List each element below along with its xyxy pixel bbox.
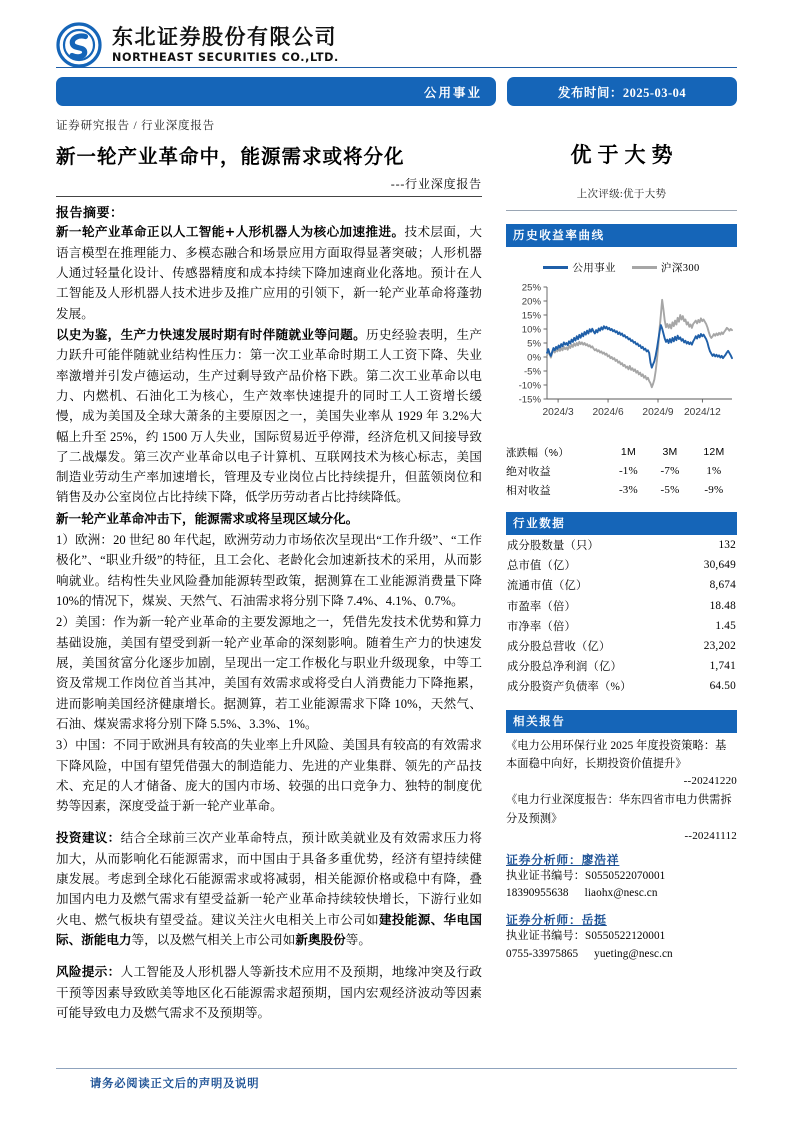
rating-value: 优于大势 (570, 142, 679, 167)
returns-row-value: -7% (660, 464, 680, 477)
analyst-contact (506, 946, 737, 963)
analyst-name[interactable]: 证券分析师：廖浩祥 (506, 852, 620, 867)
analyst-name[interactable]: 证券分析师：岳挺 (506, 913, 607, 928)
svg-text:-15%: -15% (518, 394, 541, 406)
svg-text:25%: 25% (521, 282, 541, 294)
returns-header-period: 12M (703, 446, 725, 458)
industry-badge: 公用事业 (56, 77, 496, 106)
related-report-link[interactable]: 《电力行业深度报告：华东四省市电力供需拆分及预测》 (506, 794, 732, 825)
returns-table-row (506, 480, 737, 499)
recommended-stocks-power: 建投能源、华电国际、浙能电力 (56, 911, 482, 947)
analyst-phone: 0755-33975865 (506, 947, 579, 960)
returns-row-value: -1% (618, 464, 638, 477)
returns-header-period: 3M (662, 446, 678, 458)
sidebar-column (496, 117, 737, 1023)
summary-paragraph-region-europe: 1）欧洲：20 世纪 80 年代起，欧洲劳动力市场依次呈现出“工作升级”、“工作极化”、“职业升级”的特征，且工会化、老龄化会加速新技术的采用，从而影响就业。结构性失业风险叠加能源转型政策，据测算在工业能源消费量下降 10%的情况下，煤炭、天然气、石油需求将分别下降 7.4%、4.1%、0.7%。 (56, 533, 482, 608)
table-row (506, 616, 737, 636)
content-columns (56, 117, 737, 1023)
investment-advice-mid: 等，以及燃气相关上市公司如 (131, 933, 296, 947)
summary-paragraph-region-china: 3）中国：不同于欧洲具有较高的失业率上升风险、美国具有较高的有效需求下降风险，中国有望凭借强大的制造能力、先进的产业集群、领先的产品技术、充足的人才储备、庞大的国内市场、较强的出口竞争力、独特的制度优势等因素，深度受益于新一轮产业革命。 (56, 738, 482, 814)
returns-table-row (506, 461, 737, 480)
investment-advice-text: 结合全球前三次产业革命特点，预计欧美就业及有效需求压力将加大，从而影响化石能源需求，而中国由于具备多重优势，经济有望持续健康发展。考虑到全球化石能源需求或将减弱，相关能源价格或稳中有降，叠加国内电力及燃气需求有望受益新一轮产业革命持续较快增长，下游行业如火电、燃气板块有望受益。建议关注火电相关上市公司如 (56, 831, 482, 927)
svg-text:0%: 0% (527, 352, 541, 364)
table-row (506, 656, 737, 676)
legend-item-csi300 (632, 260, 700, 275)
industry-metric-label: 成分股总净利润（亿） (507, 661, 622, 674)
svg-text:-10%: -10% (518, 380, 541, 392)
svg-text:2024/9: 2024/9 (642, 407, 674, 418)
returns-row-label: 相对收益 (506, 484, 551, 497)
related-report-date: --20241220 (683, 775, 737, 788)
related-report-date: --20241112 (684, 829, 737, 842)
related-report-link[interactable]: 《电力公用环保行业 2025 年度投资策略：基本面稳中向好，长期投资价值提升》 (506, 739, 727, 771)
table-row (506, 636, 737, 656)
analyst-contact (506, 885, 737, 902)
investment-advice-tail: 等。 (345, 933, 371, 947)
returns-table (506, 443, 737, 499)
returns-row-value: -5% (660, 483, 680, 496)
industry-metric-label: 成分股总营收（亿） (507, 641, 611, 654)
analyst-certificate: 执业证书编号：S0550522070001 (506, 869, 666, 882)
svg-text:15%: 15% (521, 310, 541, 322)
paragraph-lead: 新一轮产业革命冲击下，能源需求或将呈现区域分化。 (56, 510, 359, 526)
returns-row-label: 绝对收益 (506, 465, 551, 478)
chart-legend (506, 260, 737, 275)
previous-rating: 上次评级:优于大势 (576, 189, 667, 200)
investment-advice-label: 投资建议： (56, 830, 121, 846)
industry-metric-value: 23,202 (703, 640, 736, 653)
paragraph-lead: 新一轮产业革命正以人工智能+人形机器人为核心加速推进。 (56, 224, 405, 240)
summary-paragraph (56, 509, 482, 529)
brand-name-en: NORTHEAST SECURITIES CO.,LTD. (112, 50, 339, 64)
industry-data-title: 行业数据 (506, 512, 737, 535)
risk-label: 风险提示： (56, 964, 121, 980)
table-row (506, 535, 737, 555)
table-row (506, 555, 737, 575)
analyst-email[interactable]: liaohx@nesc.cn (584, 887, 658, 900)
svg-text:20%: 20% (521, 296, 541, 308)
legend-item-utilities (543, 260, 616, 275)
investment-advice-paragraph (56, 828, 482, 950)
industry-metric-label: 流通市值（亿） (507, 580, 588, 593)
industry-metric-value: 132 (718, 539, 736, 552)
svg-text:5%: 5% (527, 338, 541, 350)
breadcrumb: 证券研究报告 / 行业深度报告 (56, 120, 215, 132)
industry-metric-label: 成分股数量（只） (507, 540, 599, 553)
industry-metric-value: 18.48 (709, 599, 736, 612)
brand-name-cn: 东北证券股份有限公司 (112, 25, 337, 50)
legend-label: 沪深300 (660, 263, 700, 274)
page-title: 新一轮产业革命中，能源需求或将分化 (56, 145, 405, 168)
main-column (56, 117, 496, 1023)
masthead-divider (56, 67, 737, 68)
table-row (506, 596, 737, 616)
returns-table-header (506, 443, 737, 461)
industry-metric-value: 1,741 (709, 660, 736, 673)
risk-text: 人工智能及人形机器人等新技术应用不及预期，地缘冲突及行政干预等因素导致欧美等地区化石能源需求超预期，国内宏观经济波动等因素可能导致电力及燃气需求不及预期等。 (56, 965, 482, 1020)
svg-text:2024/3: 2024/3 (542, 407, 574, 418)
northeast-securities-logo-icon (56, 22, 102, 68)
industry-metric-label: 成分股资产负债率（%） (507, 681, 632, 694)
masthead (56, 0, 737, 62)
returns-header-label: 涨跌幅（%） (506, 446, 570, 459)
industry-metric-label: 市盈率（倍） (507, 600, 576, 613)
analyst-email[interactable]: yueting@nesc.cn (594, 947, 673, 960)
page-subtitle: ---行业深度报告 (390, 177, 482, 192)
industry-metric-label: 总市值（亿） (507, 560, 576, 573)
svg-text:10%: 10% (521, 324, 541, 336)
industry-metric-value: 30,649 (703, 559, 736, 572)
analyst-certificate: 执业证书编号：S0550522120001 (506, 930, 666, 943)
footer-disclaimer: 请务必阅读正文后的声明及说明 (90, 1076, 260, 1090)
legend-swatch (632, 266, 657, 269)
paragraph-lead: 以史为鉴，生产力快速发展时期有时伴随就业等问题。 (56, 326, 367, 342)
analyst-phone: 18390955638 (506, 887, 569, 900)
summary-heading: 报告摘要： (56, 206, 124, 222)
returns-row-value: -3% (618, 483, 638, 496)
svg-text:-5%: -5% (523, 366, 541, 378)
publish-date-badge: 发布时间：2025-03-04 (507, 77, 737, 106)
legend-swatch (543, 266, 568, 269)
svg-text:2024/6: 2024/6 (592, 407, 624, 418)
industry-metric-label: 市净率（倍） (507, 620, 576, 633)
summary-paragraph (56, 222, 482, 324)
title-divider (56, 196, 482, 197)
table-row (506, 676, 737, 696)
brand-wordmark (112, 26, 339, 63)
header-pill-row (56, 77, 737, 106)
sidebar-divider (506, 210, 737, 211)
chart-panel-title: 历史收益率曲线 (506, 224, 737, 247)
recommended-stocks-gas: 新奥股份 (295, 932, 346, 947)
related-reports-title: 相关报告 (506, 710, 737, 733)
table-row (506, 575, 737, 595)
returns-row-value: -9% (704, 483, 724, 496)
industry-data-table (506, 535, 737, 697)
related-reports-list (506, 737, 737, 842)
legend-label: 公用事业 (572, 263, 616, 274)
analyst-list (506, 851, 737, 963)
industry-metric-value: 1.45 (715, 619, 736, 632)
returns-row-value: 1% (706, 464, 722, 477)
paragraph-text: 历史经验表明，生产力跃升可能伴随就业结构性压力：第一次工业革命时期工人工资下降、失业率激增并引发卢德运动，生产过剩导致产品价格下跌。第二次工业革命以电力、内燃机、石油化工为核心，生产效率快速提升的同时工人工资增长缓慢，成为美国及全球大萧条的主要原因之一，美国失业率从 1929 年 3.2%大幅上升至 25%，约 1500 万人失业，国际贸易近乎停滞，经济危机又间接导致了二战爆发。第三次产业革命以电子计算机、互联网技术为核心标志，美国制造业劳动生产率加速增长，管理及专业岗位占比持续提升，但蓝领岗位和销售及办公室岗位占比持续下降，低学历劳动者占比持续降低。 (56, 327, 482, 505)
summary-paragraph (56, 325, 482, 508)
paragraph-text: 技术层面，大语言模型在推理能力、多模态融合和场景应用方面取得显著突破；人形机器人通过轻量化设计、传感器精度和成本持续下降加速商业化落地。预计在人工智能及人形机器人技术进步及推广应用的引领下，新一轮产业革命将蓬勃发展。 (56, 225, 482, 321)
history-return-chart (506, 281, 737, 433)
industry-metric-value: 64.50 (709, 680, 736, 693)
industry-metric-value: 8,674 (709, 579, 736, 592)
risk-paragraph (56, 962, 482, 1023)
returns-header-period: 1M (620, 446, 636, 458)
svg-text:2024/12: 2024/12 (683, 407, 721, 418)
footer-divider (56, 1068, 737, 1069)
summary-paragraph-region-us: 2）美国：作为新一轮产业革命的主要发源地之一，凭借先发技术优势和算力基础设施，美国有望受到新一轮产业革命的深刻影响。随着生产力的快速发展，美国贫富分化逐步加剧，呈现出一定工作极化与职业升级现象，中等工资及常规工作岗位首当其冲，美国有效需求或将受白人消费能力下降拖累，进而影响美国经济健康增长。据测算，若工业能源需求下降 10%，天然气、石油、煤炭需求将分别下降 5.5%、3.3%、1%。 (56, 615, 482, 731)
